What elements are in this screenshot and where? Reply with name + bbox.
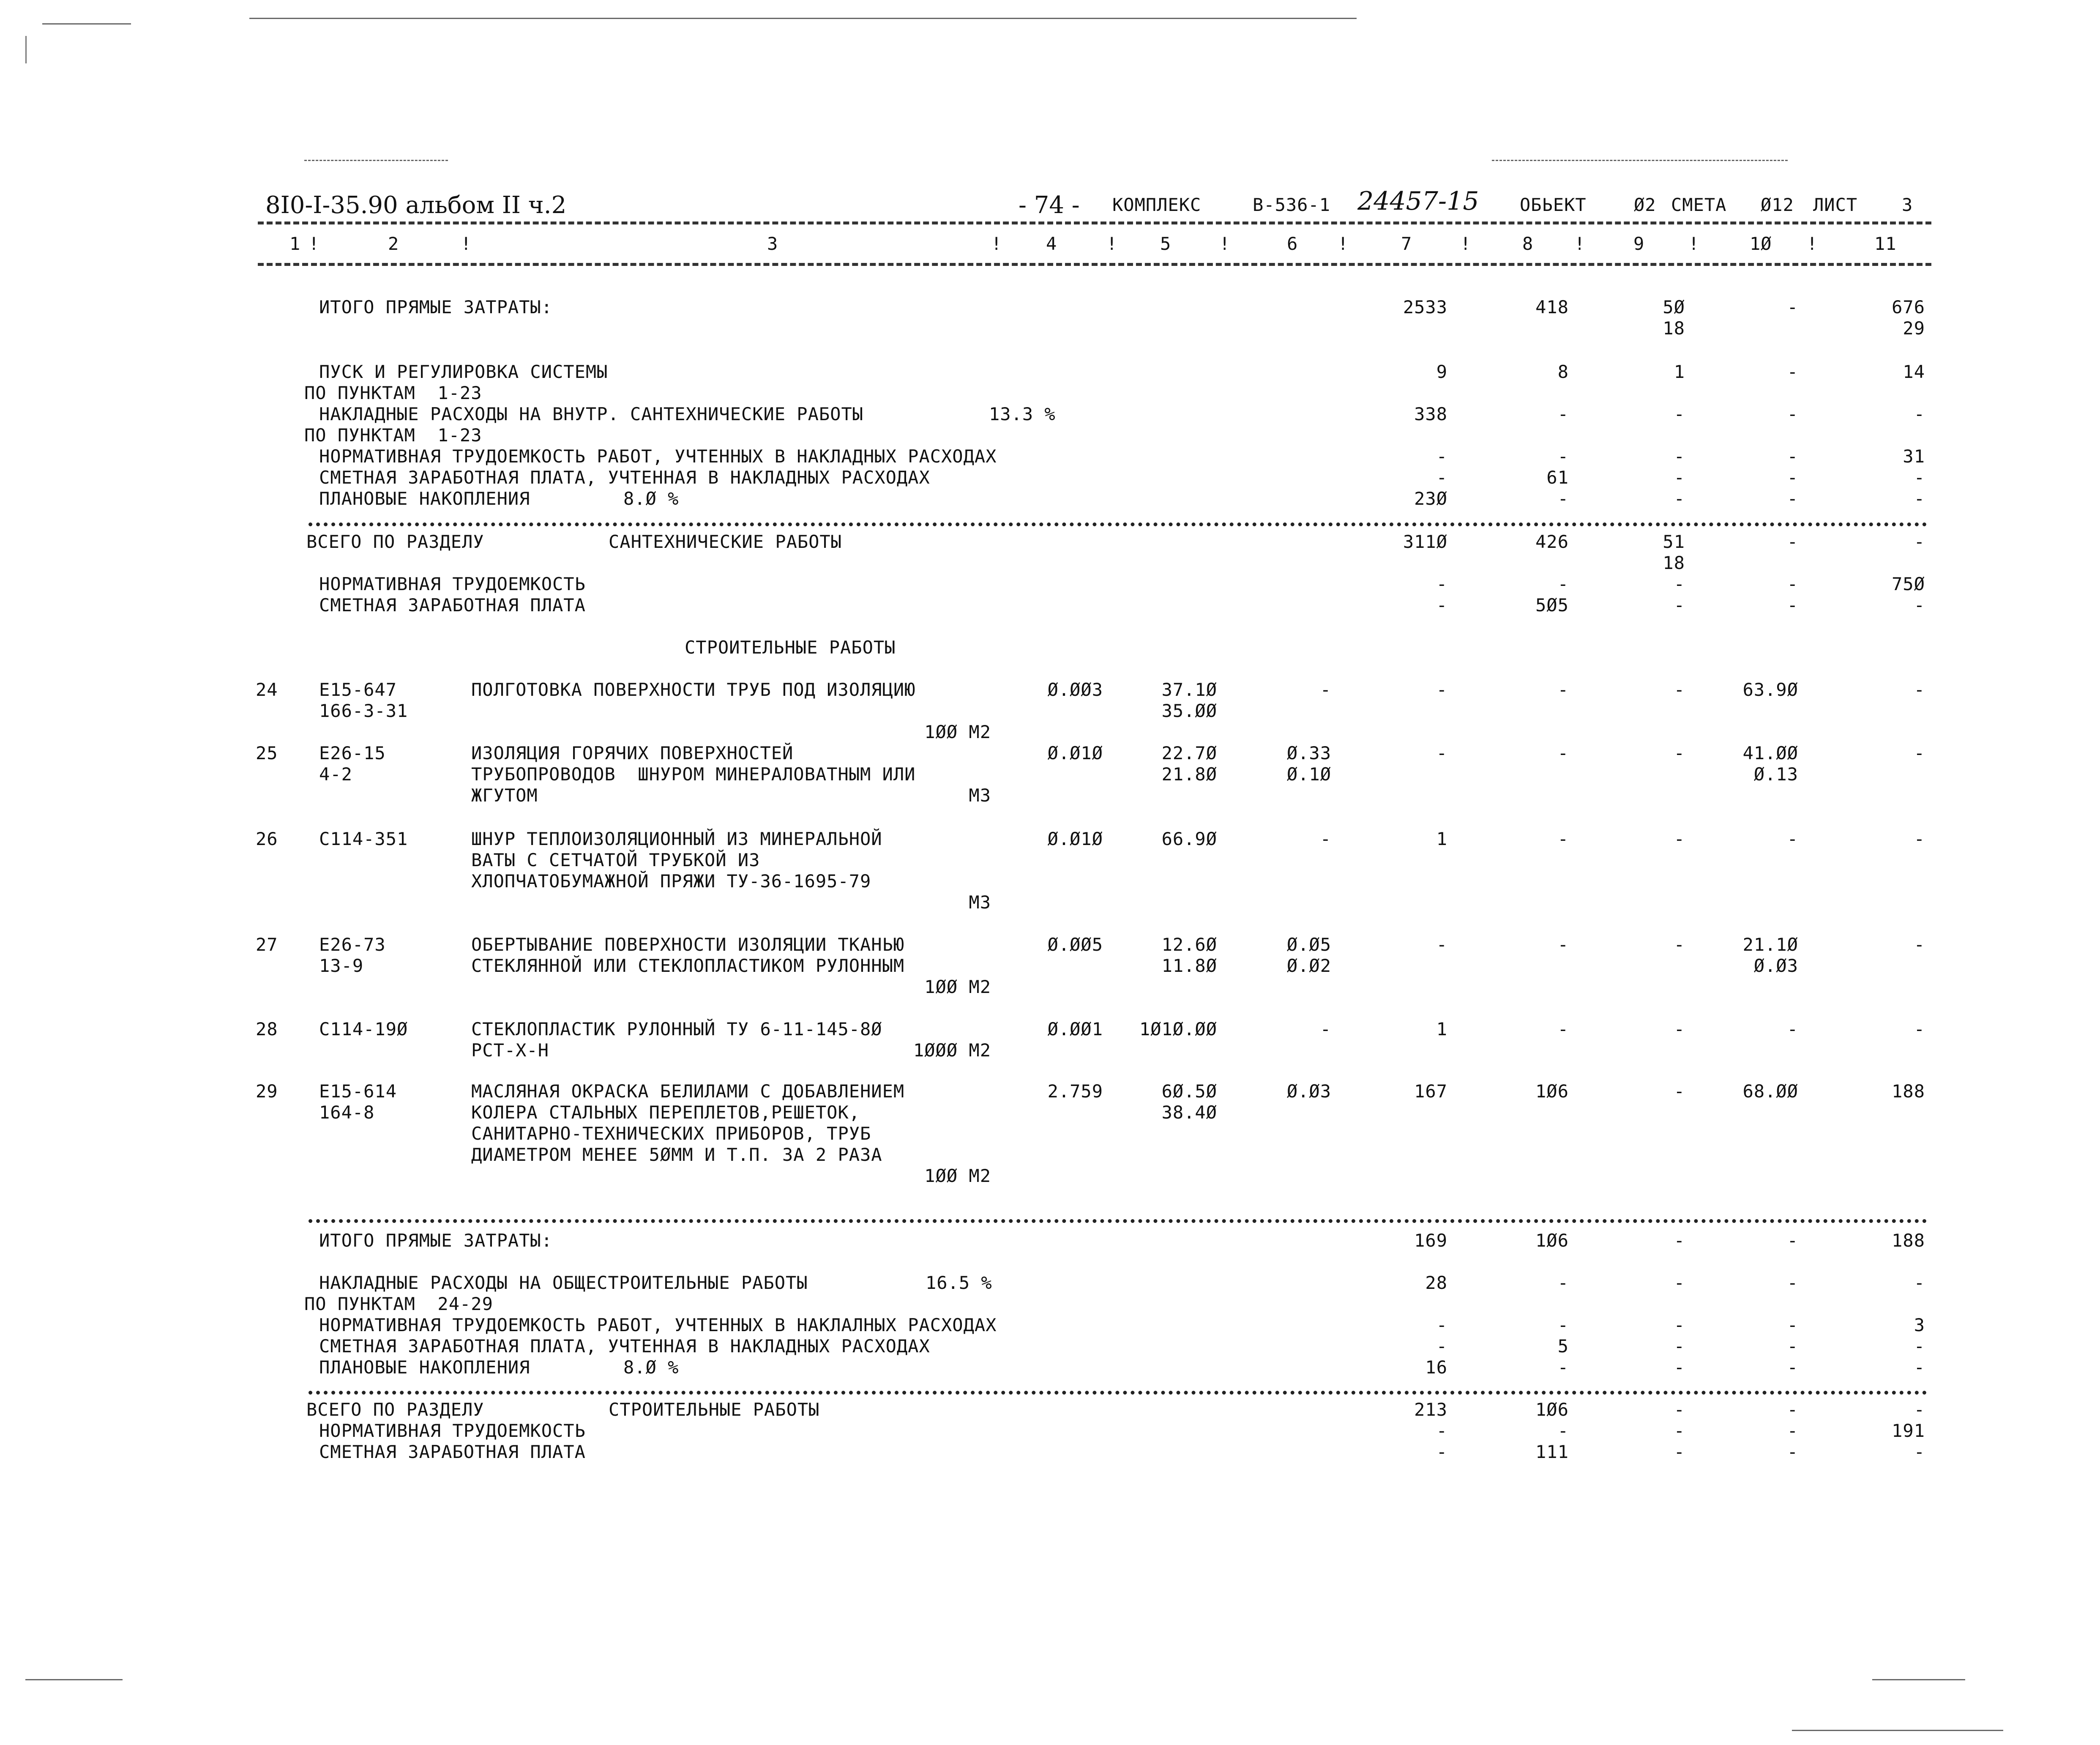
value-col-9: -	[1674, 1357, 1685, 1378]
summary-label: НАКЛАДНЫЕ РАСХОДЫ НА ВНУТР. САНТЕХНИЧЕСКИЕ РАБОТЫ	[319, 404, 864, 424]
item-number: 28	[256, 1019, 278, 1039]
value-col-11: -	[1914, 531, 1925, 552]
item-description: ИЗОЛЯЦИЯ ГОРЯЧИХ ПОВЕРХНОСТЕЙ	[471, 743, 794, 763]
value-col-11-secondary: 29	[1903, 318, 1925, 339]
value-col-11: 3	[1914, 1315, 1925, 1335]
item-code: 13-9	[319, 955, 364, 976]
item-code: Е15-647	[319, 679, 397, 700]
column-header-9: 9	[1633, 233, 1645, 254]
item-unit: М3	[969, 892, 991, 913]
column-separator: !	[1688, 233, 1700, 254]
column-separator: !	[461, 233, 472, 254]
summary-label: ПЛАНОВЫЕ НАКОПЛЕНИЯ	[319, 488, 530, 509]
item-unit-cost: 6Ø.5Ø	[1161, 1081, 1217, 1102]
item-quantity: Ø.Ø1Ø	[1047, 743, 1103, 763]
summary-label: ПУСК И РЕГУЛИРОВКА СИСТЕМЫ	[319, 361, 608, 382]
value-col-8: 5	[1557, 1336, 1569, 1357]
item-unit-cost: 22.7Ø	[1161, 743, 1217, 763]
item-number: 27	[256, 934, 278, 955]
value-col-7: -	[1436, 467, 1447, 488]
value-col-7: -	[1436, 1420, 1447, 1441]
item-unit-cost: 38.4Ø	[1161, 1102, 1217, 1123]
item-code: С114-19Ø	[319, 1019, 408, 1039]
item-unit-cost: 12.6Ø	[1161, 934, 1217, 955]
column-header-1: 1	[289, 233, 301, 254]
value-col-8: -	[1557, 488, 1569, 509]
header-rule	[258, 222, 1931, 224]
album-title: 8I0-I-35.90 альбом II ч.2	[265, 191, 567, 219]
column-separator: !	[1219, 233, 1231, 254]
value-col-8: 418	[1535, 297, 1569, 317]
value-col-10: -	[1787, 595, 1798, 615]
column-header-7: 7	[1401, 233, 1412, 254]
item-unit-cost: 66.9Ø	[1161, 829, 1217, 849]
item-code: Е15-614	[319, 1081, 397, 1102]
value-col-10: -	[1787, 488, 1798, 509]
value-col-11: -	[1914, 1336, 1925, 1357]
value-col-9: -	[1674, 1336, 1685, 1357]
scan-line	[249, 18, 1357, 19]
item-labor-norm: -	[1787, 1019, 1798, 1039]
item-labor-total: -	[1914, 829, 1925, 849]
item-total-cost: -	[1436, 743, 1447, 763]
value-col-7: -	[1436, 1336, 1447, 1357]
value-col-10: -	[1787, 1441, 1798, 1462]
item-description: ШНУР ТЕПЛОИЗОЛЯЦИОННЫЙ ИЗ МИНЕРАЛЬНОЙ	[471, 829, 882, 849]
value-col-7: 23Ø	[1414, 488, 1447, 509]
item-description: САНИТАРНО-ТЕХНИЧЕСКИХ ПРИБОРОВ, ТРУБ	[471, 1123, 871, 1144]
value-col-11: 191	[1892, 1420, 1925, 1441]
value-col-8: 5Ø5	[1535, 595, 1569, 615]
value-col-11: -	[1914, 488, 1925, 509]
item-wage-cost: -	[1320, 679, 1331, 700]
section-wage-label: СМЕТНАЯ ЗАРАБОТНАЯ ПЛАТА	[319, 1441, 586, 1462]
object-number: Ø2	[1634, 194, 1656, 215]
item-labor-total: -	[1914, 679, 1925, 700]
item-number: 25	[256, 743, 278, 763]
summary-label: СМЕТНАЯ ЗАРАБОТНАЯ ПЛАТА, УЧТЕННАЯ В НАКЛАДНЫХ РАСХОДАХ	[319, 1336, 930, 1357]
column-separator: !	[309, 233, 320, 254]
summary-label: ПЛАНОВЫЕ НАКОПЛЕНИЯ	[319, 1357, 530, 1378]
column-separator: !	[1574, 233, 1586, 254]
item-wage-total: -	[1557, 679, 1569, 700]
dotted-separator	[309, 1391, 1927, 1395]
item-total-cost: -	[1436, 934, 1447, 955]
value-col-8: 111	[1535, 1441, 1569, 1462]
summary-label: ИТОГО ПРЯМЫЕ ЗАТРАТЫ:	[319, 1230, 553, 1251]
section-wage-label: СМЕТНАЯ ЗАРАБОТНАЯ ПЛАТА	[319, 595, 586, 615]
item-wage-cost: Ø.1Ø	[1286, 764, 1331, 785]
column-header-2: 2	[388, 233, 399, 254]
value-col-9: -	[1674, 467, 1685, 488]
item-wage-cost: Ø.Ø2	[1286, 955, 1331, 976]
value-col-9: 51	[1663, 531, 1685, 552]
item-code: 4-2	[319, 764, 352, 785]
column-header-4: 4	[1046, 233, 1057, 254]
value-col-8: 1Ø6	[1535, 1230, 1569, 1251]
value-col-11: -	[1914, 1441, 1925, 1462]
item-quantity: Ø.ØØ3	[1047, 679, 1103, 700]
item-unit-cost: 11.8Ø	[1161, 955, 1217, 976]
item-description: ПОЛГОТОВКА ПОВЕРХНОСТИ ТРУБ ПОД ИЗОЛЯЦИЮ	[471, 679, 916, 700]
item-total-cost: 1	[1436, 829, 1447, 849]
value-col-11: -	[1914, 1357, 1925, 1378]
item-quantity: Ø.ØØ1	[1047, 1019, 1103, 1039]
value-col-7: -	[1436, 595, 1447, 615]
value-col-11: 676	[1892, 297, 1925, 317]
object-label: ОБЬЕКТ	[1520, 194, 1587, 215]
item-wage-total: -	[1557, 829, 1569, 849]
section-labor-label: НОРМАТИВНАЯ ТРУДОЕМКОСТЬ	[319, 1420, 586, 1441]
summary-label: НОРМАТИВНАЯ ТРУДОЕМКОСТЬ РАБОТ, УЧТЕННЫХ В НАКЛАДНЫХ РАСХОДАХ	[319, 446, 997, 467]
item-machine-total: -	[1674, 679, 1685, 700]
value-col-8: 426	[1535, 531, 1569, 552]
item-code: С114-351	[319, 829, 408, 849]
item-wage-total: -	[1557, 934, 1569, 955]
value-col-10: -	[1787, 1336, 1798, 1357]
column-separator: !	[1807, 233, 1818, 254]
summary-points: ПО ПУНКТАМ 1-23	[304, 383, 482, 403]
column-separator: !	[1106, 233, 1118, 254]
value-col-8: 8	[1557, 361, 1569, 382]
item-unit-cost: 1Ø1Ø.ØØ	[1139, 1019, 1217, 1039]
value-col-8: -	[1557, 446, 1569, 467]
item-labor-norm: Ø.13	[1753, 764, 1798, 785]
smeta-label: СМЕТА	[1671, 194, 1727, 215]
summary-rate: 16.5 %	[926, 1272, 992, 1293]
column-header-3: 3	[767, 233, 778, 254]
item-description: ВАТЫ С СЕТЧАТОЙ ТРУБКОЙ ИЗ	[471, 850, 760, 870]
value-col-11: -	[1914, 404, 1925, 424]
item-labor-total: -	[1914, 934, 1925, 955]
value-col-7: -	[1436, 1441, 1447, 1462]
item-description: ХЛОПЧАТОБУМАЖНОЙ ПРЯЖИ ТУ-36-1695-79	[471, 871, 871, 892]
value-col-10: -	[1787, 1230, 1798, 1251]
item-wage-total: -	[1557, 743, 1569, 763]
item-wage-cost: Ø.Ø3	[1286, 1081, 1331, 1102]
sheet-label: ЛИСТ	[1813, 194, 1858, 215]
value-col-10: -	[1787, 446, 1798, 467]
value-col-10: -	[1787, 361, 1798, 382]
value-col-9: -	[1674, 1230, 1685, 1251]
item-description: ОБЕРТЫВАНИЕ ПОВЕРХНОСТИ ИЗОЛЯЦИИ ТКАНЬЮ	[471, 934, 905, 955]
value-col-7: 28	[1425, 1272, 1447, 1293]
header-rule	[258, 263, 1931, 266]
item-code: Е26-73	[319, 934, 386, 955]
value-col-7: 311Ø	[1403, 531, 1447, 552]
value-col-10: -	[1787, 404, 1798, 424]
column-separator: !	[991, 233, 1002, 254]
item-unit: 1ØØ М2	[924, 1165, 991, 1186]
item-wage-cost: Ø.Ø5	[1286, 934, 1331, 955]
item-total-cost: -	[1436, 679, 1447, 700]
value-col-7: 9	[1436, 361, 1447, 382]
value-col-8: -	[1557, 1420, 1569, 1441]
item-description: СТЕКЛОПЛАСТИК РУЛОННЫЙ ТУ 6-11-145-8Ø	[471, 1019, 882, 1039]
item-machine-total: -	[1674, 934, 1685, 955]
item-unit-cost: 37.1Ø	[1161, 679, 1217, 700]
item-unit: 1ØØ М2	[924, 976, 991, 997]
column-header-5: 5	[1160, 233, 1172, 254]
item-description: РСТ-Х-Н	[471, 1040, 549, 1061]
value-col-9: -	[1674, 1315, 1685, 1335]
column-separator: !	[1338, 233, 1349, 254]
value-col-9: -	[1674, 595, 1685, 615]
item-labor-norm: 68.ØØ	[1742, 1081, 1798, 1102]
item-machine-total: -	[1674, 1019, 1685, 1039]
value-col-10: -	[1787, 1357, 1798, 1378]
value-col-8: -	[1557, 574, 1569, 594]
item-description: ДИАМЕТРОМ МЕНЕЕ 5ØММ И Т.П. ЗА 2 РАЗА	[471, 1144, 882, 1165]
item-description: ЖГУТОМ	[471, 785, 538, 806]
value-col-8: -	[1557, 1357, 1569, 1378]
item-quantity: 2.759	[1047, 1081, 1103, 1102]
dotted-separator	[309, 522, 1927, 526]
item-labor-norm: 21.1Ø	[1742, 934, 1798, 955]
item-number: 29	[256, 1081, 278, 1102]
summary-points: ПО ПУНКТАМ 24-29	[304, 1294, 493, 1314]
complex-code: В-536-1	[1253, 194, 1331, 215]
summary-label: НОРМАТИВНАЯ ТРУДОЕМКОСТЬ РАБОТ, УЧТЕННЫХ В НАКЛАЛНЫХ РАСХОДАХ	[319, 1315, 997, 1335]
section-total-name: САНТЕХНИЧЕСКИЕ РАБОТЫ	[609, 531, 842, 552]
value-col-7: -	[1436, 574, 1447, 594]
value-col-10: -	[1787, 531, 1798, 552]
item-machine-total: -	[1674, 829, 1685, 849]
value-col-11: -	[1914, 1272, 1925, 1293]
summary-label: НАКЛАДНЫЕ РАСХОДЫ НА ОБЩЕСТРОИТЕЛЬНЫЕ РАБОТЫ	[319, 1272, 808, 1293]
section-total-name: СТРОИТЕЛЬНЫЕ РАБОТЫ	[609, 1399, 820, 1420]
page-number: - 74 -	[1019, 191, 1080, 219]
value-col-11: -	[1914, 595, 1925, 615]
scan-line	[1792, 1730, 2003, 1731]
item-labor-norm: 63.9Ø	[1742, 679, 1798, 700]
item-labor-total: -	[1914, 743, 1925, 763]
sheet-number: 3	[1902, 194, 1913, 215]
item-code: Е26-15	[319, 743, 386, 763]
column-header-10: 1Ø	[1750, 233, 1772, 254]
item-labor-norm: 41.ØØ	[1742, 743, 1798, 763]
item-description: ТРУБОПРОВОДОВ ШНУРОМ МИНЕРАЛОВАТНЫМ ИЛИ	[471, 764, 916, 785]
value-col-11: 188	[1892, 1230, 1925, 1251]
value-col-11: 75Ø	[1892, 574, 1925, 594]
column-header-6: 6	[1287, 233, 1298, 254]
item-total-cost: 167	[1414, 1081, 1447, 1102]
summary-label: ИТОГО ПРЯМЫЕ ЗАТРАТЫ:	[319, 297, 553, 317]
item-description: СТЕКЛЯННОЙ ИЛИ СТЕКЛОПЛАСТИКОМ РУЛОННЫМ	[471, 955, 905, 976]
value-col-11: -	[1914, 1399, 1925, 1420]
value-col-7: -	[1436, 446, 1447, 467]
value-col-9: -	[1674, 488, 1685, 509]
column-header-11: 11	[1874, 233, 1897, 254]
value-col-9: 5Ø	[1663, 297, 1685, 317]
smeta-number: Ø12	[1761, 194, 1794, 215]
value-col-10: -	[1787, 1272, 1798, 1293]
scan-line	[1492, 160, 1788, 161]
item-unit: 1ØØ М2	[924, 722, 991, 742]
value-col-8: -	[1557, 1315, 1569, 1335]
section-labor-label: НОРМАТИВНАЯ ТРУДОЕМКОСТЬ	[319, 574, 586, 594]
scan-line	[25, 36, 27, 63]
item-machine-total: -	[1674, 1081, 1685, 1102]
item-machine-total: -	[1674, 743, 1685, 763]
value-col-7: 2533	[1403, 297, 1447, 317]
value-col-9: 1	[1674, 361, 1685, 382]
item-total-cost: 1	[1436, 1019, 1447, 1039]
value-col-10: -	[1787, 1315, 1798, 1335]
value-col-9: -	[1674, 404, 1685, 424]
value-col-11: 14	[1903, 361, 1925, 382]
summary-rate: 8.Ø %	[623, 1357, 679, 1378]
column-separator: !	[1460, 233, 1472, 254]
item-quantity: Ø.Ø1Ø	[1047, 829, 1103, 849]
section-total-label: ВСЕГО ПО РАЗДЕЛУ	[306, 1399, 484, 1420]
item-wage-total: 1Ø6	[1535, 1081, 1569, 1102]
value-col-7: -	[1436, 1315, 1447, 1335]
scan-line	[304, 160, 448, 161]
value-col-9-secondary: 18	[1663, 552, 1685, 573]
value-col-9-secondary: 18	[1663, 318, 1685, 339]
item-number: 26	[256, 829, 278, 849]
item-labor-norm: Ø.Ø3	[1753, 955, 1798, 976]
item-number: 24	[256, 679, 278, 700]
summary-rate: 8.Ø %	[623, 488, 679, 509]
item-code: 166-3-31	[319, 700, 408, 721]
scan-line	[42, 23, 131, 25]
summary-rate: 13.3 %	[989, 404, 1056, 424]
value-col-10: -	[1787, 1399, 1798, 1420]
value-col-10: -	[1787, 467, 1798, 488]
value-col-10: -	[1787, 1420, 1798, 1441]
scan-line	[1872, 1679, 1965, 1680]
value-col-9: -	[1674, 1272, 1685, 1293]
value-col-7: 16	[1425, 1357, 1447, 1378]
value-col-8: -	[1557, 404, 1569, 424]
item-wage-total: -	[1557, 1019, 1569, 1039]
value-col-9: -	[1674, 1399, 1685, 1420]
item-unit: М3	[969, 785, 991, 806]
column-header-8: 8	[1522, 233, 1534, 254]
value-col-7: 338	[1414, 404, 1447, 424]
summary-points: ПО ПУНКТАМ 1-23	[304, 425, 482, 446]
item-quantity: Ø.ØØ5	[1047, 934, 1103, 955]
value-col-8: -	[1557, 1272, 1569, 1293]
dotted-separator	[309, 1219, 1927, 1223]
item-labor-norm: -	[1787, 829, 1798, 849]
value-col-11: -	[1914, 467, 1925, 488]
value-col-7: 169	[1414, 1230, 1447, 1251]
item-labor-total: -	[1914, 1019, 1925, 1039]
item-wage-cost: -	[1320, 829, 1331, 849]
item-description: МАСЛЯНАЯ ОКРАСКА БЕЛИЛАМИ С ДОБАВЛЕНИЕМ	[471, 1081, 905, 1102]
item-unit-cost: 21.8Ø	[1161, 764, 1217, 785]
scan-line	[25, 1679, 123, 1680]
item-wage-cost: -	[1320, 1019, 1331, 1039]
value-col-9: -	[1674, 1420, 1685, 1441]
value-col-8: 1Ø6	[1535, 1399, 1569, 1420]
value-col-7: 213	[1414, 1399, 1447, 1420]
value-col-9: -	[1674, 574, 1685, 594]
item-wage-cost: Ø.33	[1286, 743, 1331, 763]
item-unit: 1ØØØ М2	[913, 1040, 991, 1061]
value-col-8: 61	[1546, 467, 1569, 488]
value-col-11: 31	[1903, 446, 1925, 467]
item-description: КОЛЕРА СТАЛЬНЫХ ПЕРЕПЛЕТОВ,РЕШЕТОК,	[471, 1102, 860, 1123]
item-unit-cost: 35.ØØ	[1161, 700, 1217, 721]
value-col-10: -	[1787, 297, 1798, 317]
handwritten-number: 24457-15	[1357, 186, 1479, 216]
item-code: 164-8	[319, 1102, 375, 1123]
section-total-label: ВСЕГО ПО РАЗДЕЛУ	[306, 531, 484, 552]
section-title: СТРОИТЕЛЬНЫЕ РАБОТЫ	[685, 637, 896, 658]
value-col-10: -	[1787, 574, 1798, 594]
complex-label: КОМПЛЕКС	[1112, 194, 1202, 215]
item-labor-total: 188	[1892, 1081, 1925, 1102]
value-col-9: -	[1674, 1441, 1685, 1462]
summary-label: СМЕТНАЯ ЗАРАБОТНАЯ ПЛАТА, УЧТЕННАЯ В НАКЛАДНЫХ РАСХОДАХ	[319, 467, 930, 488]
value-col-9: -	[1674, 446, 1685, 467]
